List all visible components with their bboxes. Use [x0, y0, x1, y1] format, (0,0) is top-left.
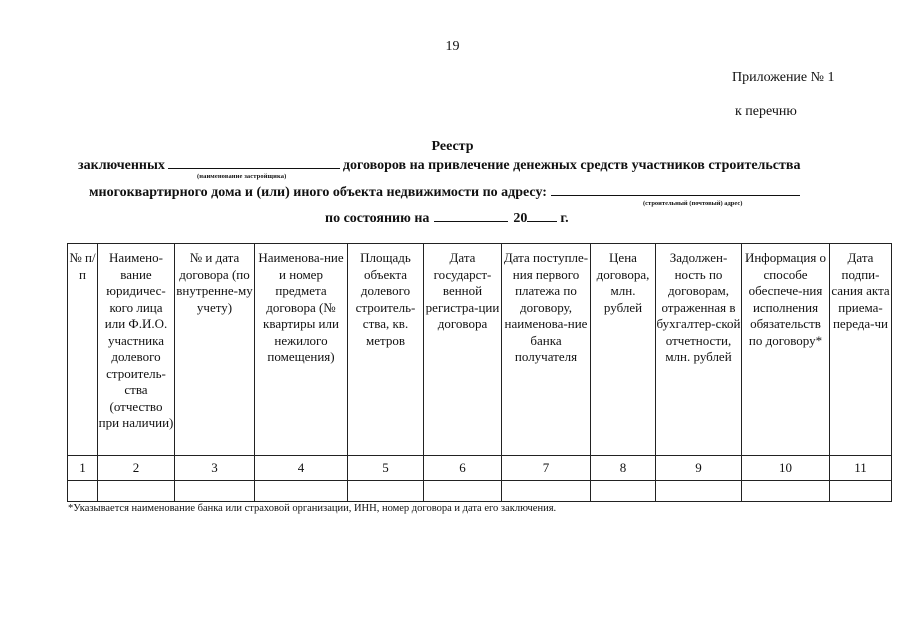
col-header-6: Дата государст-венной регистра-ции договора: [424, 244, 502, 456]
col-header-5: Площадь объекта долевого строитель-ства, кв. метров: [348, 244, 424, 456]
empty-cell[interactable]: [591, 481, 656, 502]
registry-title: Реестр: [431, 139, 474, 154]
col-number-11: 11: [830, 456, 892, 481]
developer-name-blank: [168, 156, 340, 169]
registry-heading-line2: [89, 183, 800, 201]
col-header-4: Наименова-ние и номер предмета договора (№ квартиры или нежилого помещения): [255, 244, 348, 456]
col-number-8: 8: [591, 456, 656, 481]
developer-caption: (наименование застройщика): [197, 173, 287, 180]
empty-cell[interactable]: [424, 481, 502, 502]
address-blank: [551, 183, 800, 196]
registry-table: [67, 243, 892, 502]
empty-cell[interactable]: [98, 481, 175, 502]
column-number-row: [68, 456, 892, 481]
col-number-3: 3: [175, 456, 255, 481]
col-number-4: 4: [255, 456, 348, 481]
year-blank: [527, 209, 557, 222]
line2-text: многоквартирного дома и (или) иного объекта недвижимости по адресу:: [89, 185, 547, 200]
empty-cell[interactable]: [502, 481, 591, 502]
col-number-1: 1: [68, 456, 98, 481]
col-number-5: 5: [348, 456, 424, 481]
col-number-9: 9: [656, 456, 742, 481]
footnote: *Указывается наименование банка или страховой организации, ИНН, номер договора и дата его заключения.: [68, 503, 557, 514]
header-row: [68, 244, 892, 456]
line3-year: 20: [513, 211, 528, 226]
address-caption: (строительный (почтовый) адрес): [643, 200, 743, 207]
col-header-7: Дата поступле-ния первого платежа по договору, наименова-ние банка получателя: [502, 244, 591, 456]
line3-suffix: г.: [560, 211, 569, 226]
empty-cell[interactable]: [656, 481, 742, 502]
empty-cell[interactable]: [255, 481, 348, 502]
empty-data-row: [68, 481, 892, 502]
empty-cell[interactable]: [742, 481, 830, 502]
registry-heading-line1: [78, 156, 800, 174]
col-header-2: Наимено-вание юридичес-кого лица или Ф.И.О. участника долевого строитель-ства (отчество при наличии): [98, 244, 175, 456]
col-header-1: № п/п: [68, 244, 98, 456]
col-number-10: 10: [742, 456, 830, 481]
col-header-8: Цена договора, млн. рублей: [591, 244, 656, 456]
page-number: 19: [445, 39, 460, 54]
col-number-2: 2: [98, 456, 175, 481]
col-number-7: 7: [502, 456, 591, 481]
col-header-11: Дата подпи-сания акта приема-переда-чи: [830, 244, 892, 456]
empty-cell[interactable]: [175, 481, 255, 502]
line1-prefix: заключенных: [78, 158, 165, 173]
registry-heading-line3: [325, 209, 569, 227]
col-header-9: Задолжен-ность по договорам, отраженная в бухгалтер-ской отчетности, млн. рублей: [656, 244, 742, 456]
col-header-3: № и дата договора (по внутренне-му учету): [175, 244, 255, 456]
col-header-10: Информация о способе обеспече-ния исполнения обязательств по договору*: [742, 244, 830, 456]
col-number-6: 6: [424, 456, 502, 481]
empty-cell[interactable]: [68, 481, 98, 502]
appendix-title: Приложение № 1: [732, 70, 835, 85]
empty-cell[interactable]: [348, 481, 424, 502]
empty-cell[interactable]: [830, 481, 892, 502]
appendix-subtitle: к перечню: [735, 104, 797, 119]
date-blank: [434, 209, 508, 222]
line3-prefix: по состоянию на: [325, 211, 430, 226]
line1-suffix: договоров на привлечение денежных средств участников строительства: [342, 158, 801, 173]
